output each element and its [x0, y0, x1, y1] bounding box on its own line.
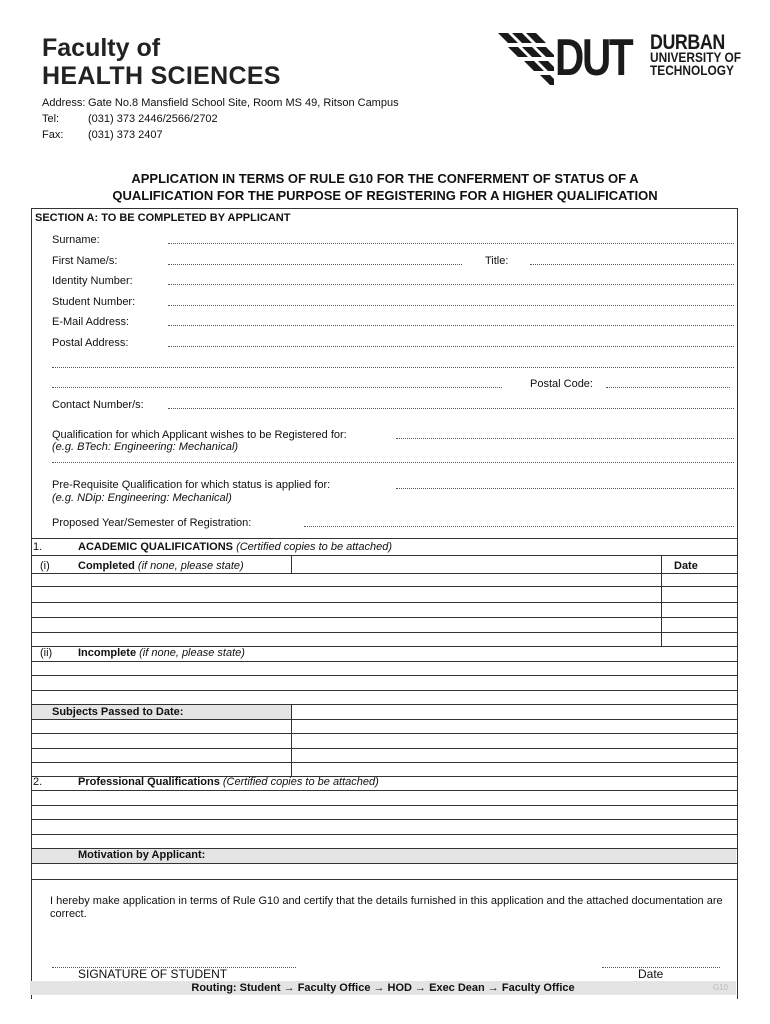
postal-address-field-3[interactable]	[52, 378, 502, 388]
contact-numbers-field[interactable]	[168, 399, 734, 409]
incomplete-number: (ii)	[40, 647, 53, 659]
professional-row[interactable]	[31, 819, 737, 820]
completed-row[interactable]	[31, 632, 737, 633]
qualification-example: (e.g. BTech: Engineering: Mechanical)	[52, 441, 239, 453]
routing-bar: Routing: Student → Faculty Office → HOD → Exec Dean → Faculty Office	[30, 981, 736, 995]
fax-label: Fax:	[42, 129, 64, 141]
professional-row[interactable]	[31, 790, 737, 791]
divider	[291, 555, 292, 573]
professional-number: 2.	[33, 776, 43, 788]
logo-line-1: DURBAN	[650, 31, 725, 54]
incomplete-row[interactable]	[31, 690, 737, 691]
completed-row[interactable]	[31, 602, 737, 603]
signature-label: SIGNATURE OF STUDENT	[78, 967, 228, 981]
proposed-year-label: Proposed Year/Semester of Registration:	[52, 517, 252, 529]
motivation-heading: Motivation by Applicant:	[78, 849, 206, 861]
completed-heading	[78, 560, 244, 572]
academic-number: 1.	[33, 541, 43, 553]
divider	[31, 555, 737, 556]
divider	[31, 538, 737, 539]
student-number-field[interactable]	[168, 296, 734, 306]
form-border	[31, 208, 738, 999]
surname-label: Surname:	[52, 234, 100, 246]
professional-heading-note: (Certified copies to be attached)	[222, 776, 379, 788]
postal-address-field-1[interactable]	[168, 337, 734, 347]
academic-heading-text: ACADEMIC QUALIFICATIONS	[78, 541, 234, 553]
academic-heading	[78, 541, 392, 553]
subjects-row[interactable]	[31, 733, 737, 734]
incomplete-note: (if none, please state)	[139, 647, 245, 659]
dut-logo-wordmark: DUT	[555, 29, 632, 87]
date-label: Date	[638, 967, 664, 981]
prereq-field[interactable]	[396, 479, 734, 489]
completed-number: (i)	[40, 560, 50, 572]
first-names-field[interactable]	[168, 255, 462, 265]
date-column-header: Date	[674, 560, 698, 572]
logo-university-name	[650, 31, 757, 78]
surname-field[interactable]	[168, 234, 734, 244]
postal-code-label: Postal Code:	[530, 378, 593, 390]
divider	[291, 704, 292, 776]
subjects-row[interactable]	[31, 719, 737, 720]
form-title	[35, 170, 735, 204]
subjects-row[interactable]	[31, 762, 737, 763]
professional-heading	[78, 776, 379, 788]
professional-row[interactable]	[31, 805, 737, 806]
form-code: G10	[712, 983, 728, 992]
divider	[31, 879, 737, 880]
identity-number-field[interactable]	[168, 275, 734, 285]
prereq-example: (e.g. NDip: Engineering: Mechanical)	[52, 492, 232, 504]
incomplete-row[interactable]	[31, 675, 737, 676]
form-title-line-1: APPLICATION IN TERMS OF RULE G10 FOR THE CONFERMENT OF STATUS OF A	[131, 171, 639, 186]
title-field[interactable]	[530, 255, 734, 265]
declaration-text: I hereby make application in terms of Rule G10 and certify that the details furnished in this application and the attached documentation are correct.	[50, 895, 723, 920]
faculty-of-label: Faculty of	[42, 34, 161, 62]
identity-number-label: Identity Number:	[52, 275, 133, 287]
email-label: E-Mail Address:	[52, 316, 130, 328]
completed-text: Completed	[78, 560, 135, 572]
faculty-name: HEALTH SCIENCES	[42, 62, 281, 90]
address-label: Address:	[42, 97, 86, 109]
tel-label: Tel:	[42, 113, 60, 125]
postal-code-field[interactable]	[606, 378, 730, 388]
motivation-row[interactable]	[31, 863, 737, 864]
incomplete-text: Incomplete	[78, 647, 137, 659]
prereq-label: Pre-Requisite Qualification for which status is applied for:	[52, 479, 331, 491]
completed-row[interactable]	[31, 617, 737, 618]
fax-value: (031) 373 2407	[88, 129, 163, 141]
completed-row[interactable]	[31, 586, 737, 587]
professional-row[interactable]	[31, 834, 737, 835]
completed-row[interactable]	[31, 573, 737, 574]
section-a-heading: SECTION A: TO BE COMPLETED BY APPLICANT	[35, 212, 291, 224]
subjects-passed-label: Subjects Passed to Date:	[52, 706, 184, 718]
incomplete-heading	[78, 647, 245, 659]
divider	[661, 555, 662, 647]
form-title-line-2: QUALIFICATION FOR THE PURPOSE OF REGISTERING FOR A HIGHER QUALIFICATION	[112, 188, 658, 203]
address-value: Gate No.8 Mansfield School Site, Room MS 49, Ritson Campus	[88, 97, 399, 109]
student-number-label: Student Number:	[52, 296, 136, 308]
logo-line-2: UNIVERSITY OF	[650, 49, 742, 65]
qualification-field-1[interactable]	[396, 429, 734, 439]
postal-address-field-2[interactable]	[52, 358, 734, 368]
qualification-field-2[interactable]	[52, 453, 734, 463]
tel-value: (031) 373 2446/2566/2702	[88, 113, 218, 125]
contact-details	[42, 95, 399, 143]
contact-numbers-label: Contact Number/s:	[52, 399, 144, 411]
incomplete-row[interactable]	[31, 661, 737, 662]
title-label: Title:	[485, 255, 509, 267]
postal-address-label: Postal Address:	[52, 337, 129, 349]
dut-logo-mark-icon	[498, 33, 558, 85]
first-names-label: First Name/s:	[52, 255, 118, 267]
academic-heading-note: (Certified copies to be attached)	[236, 541, 392, 553]
subjects-row[interactable]	[31, 748, 737, 749]
qualification-label: Qualification for which Applicant wishes to be Registered for:	[52, 429, 347, 441]
professional-heading-text: Professional Qualifications	[78, 776, 220, 788]
email-field[interactable]	[168, 316, 734, 326]
logo-line-3: TECHNOLOGY	[650, 62, 734, 78]
completed-note: (if none, please state)	[137, 560, 244, 572]
proposed-year-field[interactable]	[304, 517, 734, 527]
